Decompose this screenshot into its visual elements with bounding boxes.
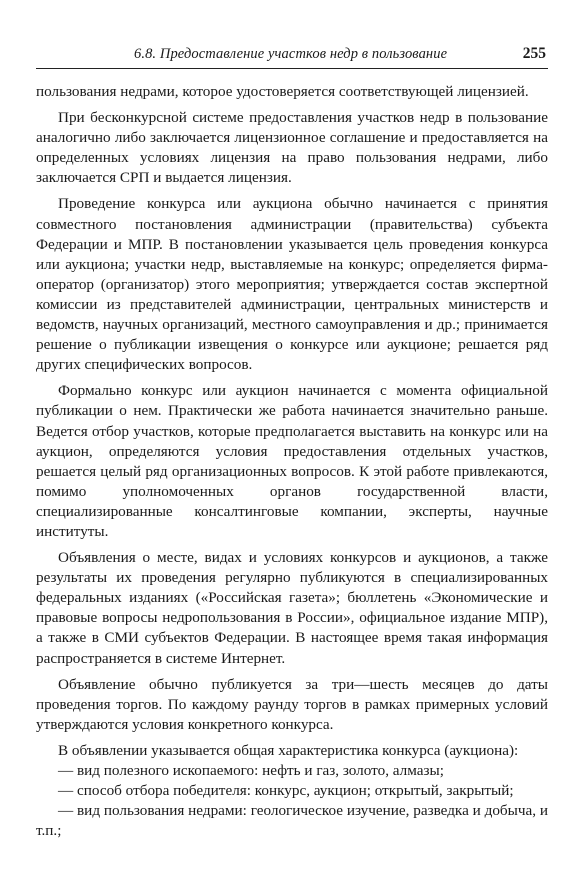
paragraph: Объявления о месте, видах и условиях конкурсов и аукционов, а также результаты их проведения регулярно публикуются в специализированных федеральных изданиях («Российская газета»; бюллетень «Экономические и правовые вопросы недропользования в России», официальное издание МПР), а также в СМИ субъектов Федерации. В настоящее время такая информация распространяется в системе Интернет. — [36, 549, 548, 667]
list-item: — способ отбора победителя: конкурс, аукцион; открытый, закрытый; — [58, 782, 514, 800]
running-header — [36, 38, 548, 69]
section-title: 6.8. Предоставление участков недр в пользование — [134, 46, 448, 62]
list-item: — вид полезного ископаемого: нефть и газ, золото, алмазы; — [58, 762, 444, 779]
page-number: 255 — [522, 45, 546, 62]
paragraph: Проведение конкурса или аукциона обычно начинается с принятия совместного постановления администрации (правительства) субъекта Федерации и МПР. В постановлении указывается цель проведения конкурса или аукциона; участки недр, выставляемые на конкурс; определяется фирма-оператор (организатор) этого мероприятия; утверждается состав экспертной комиссии из представителей администрации, центральных министерств и ведомств, научных организаций, местного самоуправления и др.; принимается решение о публикации извещения о конкурсе или аукционе; решается ряд других специфических вопросов. — [36, 195, 548, 374]
page-body — [36, 82, 548, 841]
paragraph-continuation: пользования недрами, которое удостоверяется соответствующей лицензией. — [36, 83, 529, 100]
list-item: — вид пользования недрами: геологическое изучение, разведка и добыча, и т.п.; — [36, 802, 548, 840]
paragraph: В объявлении указывается общая характеристика конкурса (аукциона): — [58, 741, 519, 759]
paragraph: Формально конкурс или аукцион начинается с момента официальной публикации о нем. Практически же работа начинается значительно раньше. Ведется отбор участков, которые предполагается выставить на конкурс или на аукцион, определяются условия предоставления отдельных участков, решается целый ряд организационных вопросов. К этой работе привлекаются, помимо уполномоченных органов государственной власти, специализированные консалтинговые компании, эксперты, научные институты. — [36, 382, 548, 540]
book-page — [36, 38, 548, 841]
paragraph: При бесконкурсной системе предоставления участков недр в пользование аналогично либо заключается лицензионное соглашение и предоставляется на определенных условиях лицензия на право пользования недрами, либо заключается СРП и выдается лицензия. — [36, 109, 548, 187]
paragraph: Объявление обычно публикуется за три—шесть месяцев до даты проведения торгов. По каждому раунду торгов в рамках примерных условий утверждаются условия конкретного конкурса. — [36, 675, 548, 733]
